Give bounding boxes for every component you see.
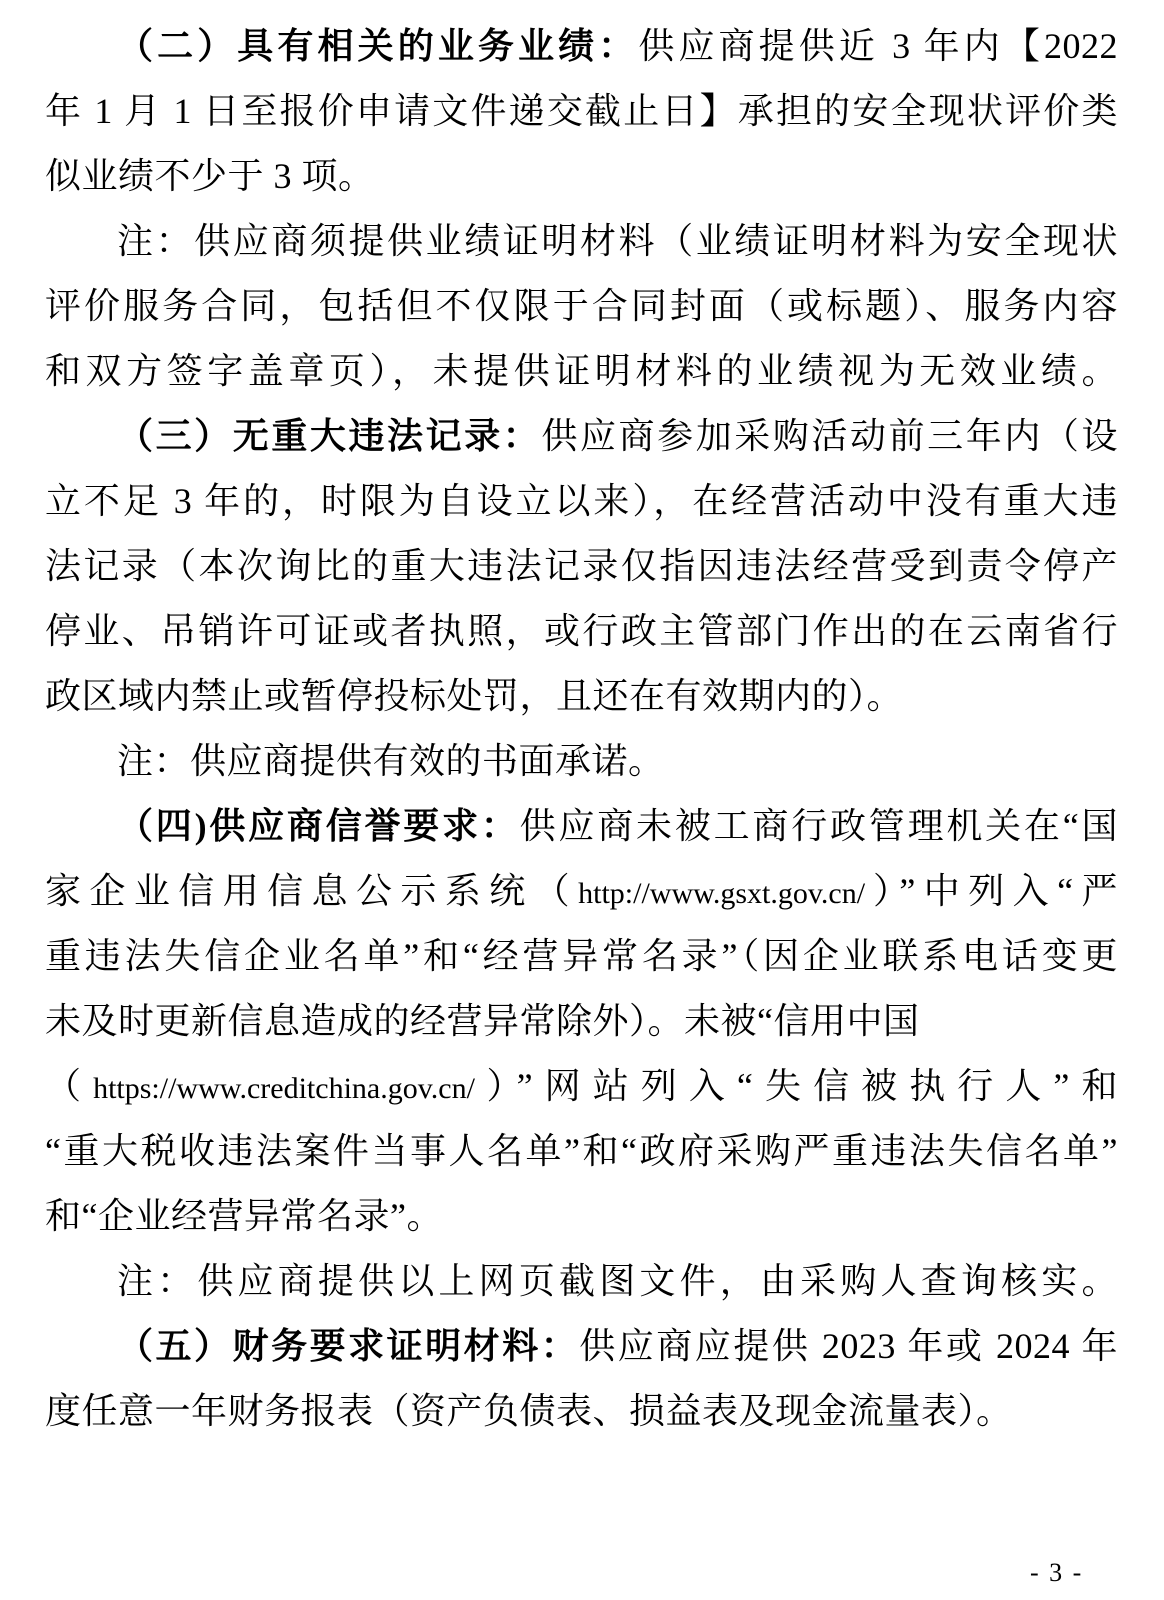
page-number: - 3 - bbox=[1030, 1558, 1084, 1587]
text-segment: “重大税收违法案件当事人名单”和“政府采购严重违法失信名单” bbox=[45, 1131, 1118, 1171]
text-segment: 注：供应商提供有效的书面承诺。 bbox=[117, 741, 665, 781]
text-line bbox=[45, 274, 1118, 339]
text-segment: 立不足 3 年的，时限为自设立以来），在经营活动中没有重大违 bbox=[45, 481, 1118, 521]
text-segment: 评价服务合同，包括但不仅限于合同封面（或标题）、服务内容 bbox=[45, 286, 1118, 326]
text-segment: 政区域内禁止或暂停投标处罚，且还在有效期内的）。 bbox=[45, 676, 904, 716]
text-line bbox=[45, 989, 1118, 1054]
text-segment: ）”网站列入“失信被执行人”和 bbox=[474, 1066, 1118, 1106]
text-line bbox=[45, 664, 1118, 729]
text-line bbox=[45, 404, 1118, 469]
text-line bbox=[45, 794, 1118, 859]
section-heading: （五）财务要求证明材料： bbox=[117, 1326, 580, 1366]
text-line bbox=[45, 1184, 1118, 1249]
section-heading: （四)供应商信誉要求： bbox=[117, 806, 520, 846]
text-line bbox=[45, 79, 1118, 144]
section-heading: （二）具有相关的业务业绩： bbox=[117, 26, 639, 66]
page-footer bbox=[1030, 1558, 1083, 1588]
text-segment: ）”中列入“严 bbox=[865, 871, 1118, 911]
text-segment: 度任意一年财务报表（资产负债表、损益表及现金流量表）。 bbox=[45, 1391, 1013, 1431]
text-line bbox=[45, 1054, 1118, 1119]
text-segment: （ bbox=[45, 1066, 94, 1106]
text-segment: 供应商应提供 2023 年或 2024 年 bbox=[579, 1326, 1118, 1366]
text-segment: 家企业信用信息公示系统（ bbox=[45, 871, 579, 911]
text-line bbox=[45, 1249, 1118, 1314]
text-line bbox=[45, 534, 1118, 599]
section-heading: （三）无重大违法记录： bbox=[117, 416, 542, 456]
text-line bbox=[45, 339, 1118, 404]
text-segment: 和“企业经营异常名录”。 bbox=[45, 1196, 443, 1236]
text-line bbox=[45, 14, 1118, 79]
text-line bbox=[45, 209, 1118, 274]
text-segment: 似业绩不少于 3 项。 bbox=[45, 156, 375, 196]
url-text: http://www.gsxt.gov.cn/ bbox=[578, 877, 866, 910]
text-segment: 未及时更新信息造成的经营异常除外）。未被“信用中国 bbox=[45, 1001, 920, 1041]
text-line bbox=[45, 1379, 1118, 1444]
text-segment: 重违法失信企业名单”和“经营异常名录”（因企业联系电话变更 bbox=[45, 936, 1118, 976]
text-line bbox=[45, 924, 1118, 989]
text-segment: 停业、吊销许可证或者执照，或行政主管部门作出的在云南省行 bbox=[45, 611, 1118, 651]
text-segment: 法记录（本次询比的重大违法记录仅指因违法经营受到责令停产 bbox=[45, 546, 1118, 586]
text-line bbox=[45, 859, 1118, 924]
text-line bbox=[45, 469, 1118, 534]
text-segment: 供应商未被工商行政管理机关在“国 bbox=[519, 806, 1118, 846]
url-text: https://www.creditchina.gov.cn/ bbox=[93, 1072, 475, 1105]
text-segment: 供应商提供近 3 年内【2022 bbox=[638, 26, 1118, 66]
text-line bbox=[45, 729, 1118, 794]
text-line bbox=[45, 1314, 1118, 1379]
text-segment: 注：供应商须提供业绩证明材料（业绩证明材料为安全现状 bbox=[117, 221, 1118, 261]
text-segment: 注：供应商提供以上网页截图文件，由采购人查询核实。 bbox=[117, 1261, 1118, 1301]
document-body bbox=[45, 14, 1118, 1444]
text-segment: 和双方签字盖章页），未提供证明材料的业绩视为无效业绩。 bbox=[45, 351, 1118, 391]
text-line bbox=[45, 599, 1118, 664]
text-line bbox=[45, 144, 1118, 209]
text-segment: 供应商参加采购活动前三年内（设 bbox=[541, 416, 1118, 456]
text-segment: 年 1 月 1 日至报价申请文件递交截止日】承担的安全现状评价类 bbox=[45, 91, 1118, 131]
text-line bbox=[45, 1119, 1118, 1184]
